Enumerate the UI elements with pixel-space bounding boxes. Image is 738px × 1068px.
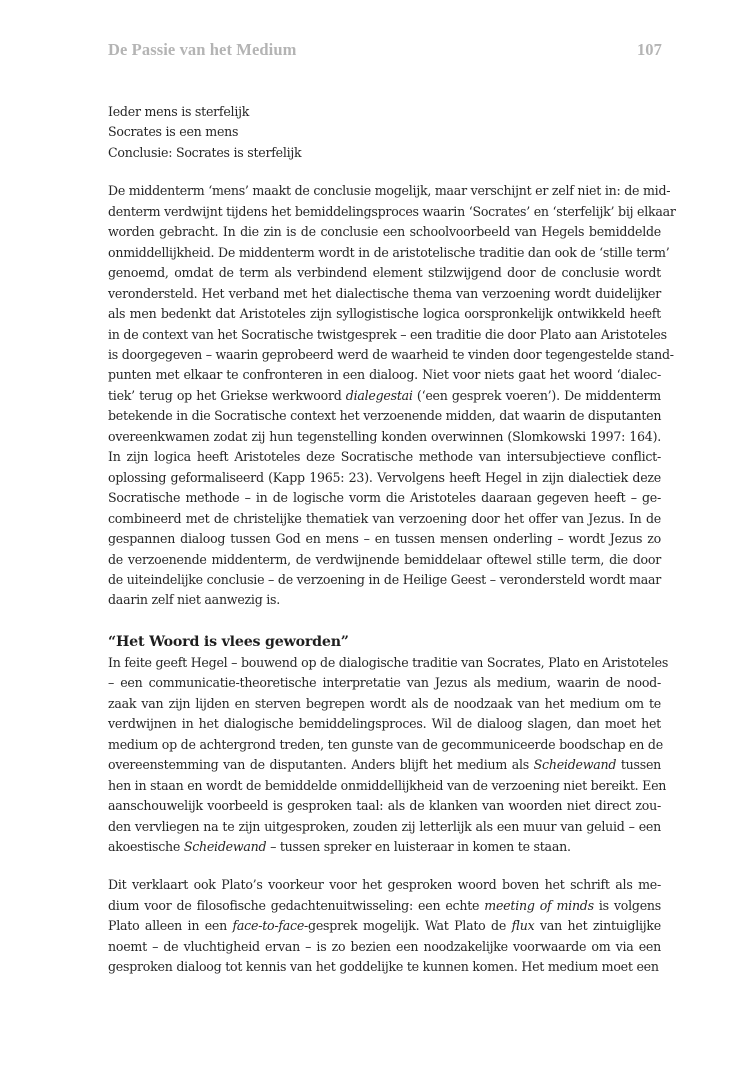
text-line: zaak van zijn lijden en sterven begrepen wordt als de noodzaak van het medium om te [108, 695, 661, 711]
text-line: oplossing geformaliseerd (Kapp 1965: 23). Vervolgens heeft Hegel in zijn dialectiek deze [108, 469, 661, 485]
text-line: overeenstemming van de disputanten. Anders blijft het medium als Scheidewand tussen [108, 757, 662, 773]
text-line: denterm verdwijnt tijdens het bemiddelingsproces waarin ‘Socrates’ en ‘sterfelijk’ bij elkaar [108, 203, 676, 219]
syllogism-line: Conclusie: Socrates is sterfelijk [108, 144, 302, 160]
text-line: is doorgegeven – waarin geprobeerd werd de waarheid te vinden door tegengestelde stand- [108, 346, 674, 362]
text-line: Dit verklaart ook Plato’s voorkeur voor het gesproken woord boven het schrift als me- [108, 877, 661, 893]
italic-term: Scheidewand [533, 757, 617, 773]
running-header [108, 40, 662, 60]
text-line: combineerd met de christelijke thematiek van verzoening door het offer van Jezus. In de [108, 510, 661, 526]
italic-term: face-to-face [232, 918, 305, 934]
italic-term: dialegestai [345, 387, 413, 403]
text-line: betekende in die Socratische context het verzoenende midden, dat waarin de disputanten [108, 408, 662, 424]
italic-term: flux [511, 918, 535, 934]
section-heading: “Het Woord is vlees geworden” [108, 633, 349, 650]
text-line: verdwijnen in het dialogische bemiddelingsproces. Wil de dialoog slagen, dan moet het [108, 716, 661, 732]
text-line: de uiteindelijke conclusie – de verzoening in de Heilige Geest – verondersteld wordt maar [108, 571, 661, 587]
text-line: In feite geeft Hegel – bouwend op de dialogische traditie van Socrates, Plato en Aristoteles [108, 654, 669, 670]
text-line: medium op de achtergrond treden, ten gunste van de gecommuniceerde boodschap en de [108, 736, 663, 752]
page-number: 107 [636, 40, 662, 59]
text-line: In zijn logica heeft Aristoteles deze Socratische methode van intersubjectieve conflict- [108, 449, 661, 465]
text-line: als men bedenkt dat Aristoteles zijn syllogistische logica oorspronkelijk ontwikkeld heeft [108, 306, 661, 322]
italic-term: meeting of minds [484, 897, 594, 913]
text-line: overeenkwamen zodat zij hun tegenstelling konden overwinnen (Slomkowski 1997: 164). [108, 428, 661, 444]
text-line: Socratische methode – in de logische vorm die Aristoteles daaraan gegeven heeft – ge- [108, 490, 661, 506]
paragraph-plato-spoken-word [108, 875, 661, 977]
text-line: den vervliegen na te zijn uitgesproken, zouden zij letterlijk als een muur van geluid – een [108, 818, 661, 834]
italic-term: Scheidewand [183, 838, 267, 854]
text-line: de verzoenende middenterm, de verdwijnende bemiddelaar oftewel stille term, die door [108, 551, 661, 567]
syllogism-block [108, 102, 661, 163]
text-line: in de context van het Socratische twistgesprek – een traditie die door Plato aan Aristoteles [108, 326, 667, 342]
text-line: akoestische Scheidewand – tussen spreker en luisteraar in komen te staan. [108, 838, 571, 854]
page-content [108, 102, 676, 978]
text-line: daarin zelf niet aanwezig is. [108, 592, 281, 608]
text-line: tiek’ terug op het Griekse werkwoord dialegestai (‘een gesprek voeren’). De middenterm [108, 387, 661, 403]
text-line: dium voor de filosofische gedachtenuitwisseling: een echte meeting of minds is volgens [108, 897, 661, 913]
paragraph-middenterm [108, 181, 676, 611]
text-line: gespannen dialoog tussen God en mens – en tussen mensen onderling – wordt Jezus zo [108, 531, 661, 547]
text-line: – een communicatie-theoretische interpretatie van Jezus als medium, waarin de nood- [108, 675, 661, 691]
text-line: De middenterm ‘mens’ maakt de conclusie mogelijk, maar verschijnt er zelf niet in: de mid- [108, 183, 671, 199]
text-line: Plato alleen in een face-to-face-gesprek mogelijk. Wat Plato de flux van het zintuiglijke [108, 918, 661, 934]
paragraph-hegel-medium [108, 653, 669, 858]
text-line: noemt – de vluchtigheid ervan – is zo bezien een noodzakelijke voorwaarde om via een [108, 938, 661, 954]
text-line: hen in staan en wordt de bemiddelde onmiddellijkheid van de verzoening niet bereikt. Een [108, 777, 667, 793]
text-line: aanschouwelijk voorbeeld is gesproken taal: als de klanken van woorden niet direct zou- [108, 798, 661, 814]
syllogism-line: Ieder mens is sterfelijk [108, 104, 250, 119]
text-line: verondersteld. Het verband met het dialectische thema van verzoening wordt duidelijker [108, 285, 661, 301]
header-title: De Passie van het Medium [108, 40, 297, 59]
text-line: genoemd, omdat de term als verbindend element stilzwijgend door de conclusie wordt [108, 265, 661, 281]
text-line: punten met elkaar te confronteren in een dialoog. Niet voor niets gaat het woord ‘dialec- [108, 367, 661, 383]
text-line: gesproken dialoog tot kennis van het goddelijke te kunnen komen. Het medium moet een [108, 959, 659, 975]
syllogism-line: Socrates is een mens [108, 124, 239, 140]
text-line: worden gebracht. In die zin is de conclusie een schoolvoorbeeld van Hegels bemiddelde [108, 224, 661, 240]
text-line: onmiddellijkheid. De middenterm wordt in de aristotelische traditie dan ook de ‘stille term’ [108, 244, 670, 260]
